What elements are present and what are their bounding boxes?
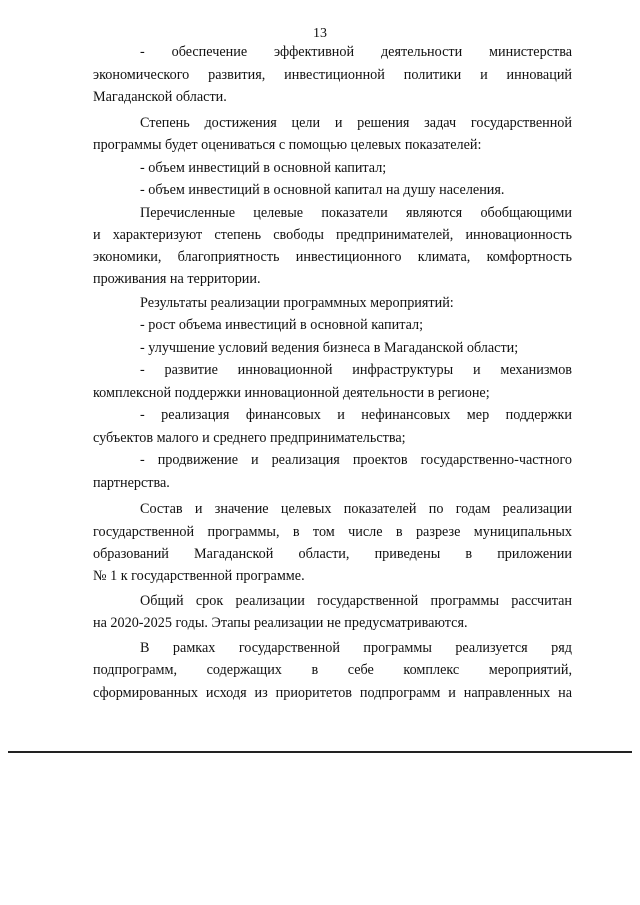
- text-line: - рост объема инвестиций в основной капитал;: [140, 317, 424, 333]
- text-line: - объем инвестиций в основной капитал;: [140, 160, 387, 176]
- text-line: экономического развития, инвестиционной политики и инноваций: [93, 67, 572, 83]
- text-line: Магаданской области.: [93, 89, 227, 105]
- text-line: государственной программы, в том числе в разрезе муниципальных: [93, 524, 572, 540]
- page-bottom-rule: [8, 751, 632, 753]
- page-number: 13: [313, 26, 327, 41]
- text-line: Степень достижения цели и решения задач государственной: [140, 115, 572, 131]
- text-line: № 1 к государственной программе.: [93, 568, 305, 584]
- text-line: - улучшение условий ведения бизнеса в Магаданской области;: [140, 340, 519, 356]
- text-line: подпрограмм, содержащих в себе комплекс мероприятий,: [93, 662, 572, 678]
- text-line: партнерства.: [93, 475, 170, 491]
- text-line: на 2020-2025 годы. Этапы реализации не предусматриваются.: [93, 615, 468, 631]
- text-line: Общий срок реализации государственной программы рассчитан: [140, 593, 572, 609]
- text-line: Результаты реализации программных мероприятий:: [140, 295, 454, 311]
- text-line: Состав и значение целевых показателей по годам реализации: [140, 501, 572, 517]
- text-line: проживания на территории.: [93, 271, 261, 287]
- text-line: программы будет оцениваться с помощью целевых показателей:: [93, 137, 482, 153]
- text-line: В рамках государственной программы реализуется ряд: [140, 640, 572, 656]
- text-line: - развитие инновационной инфраструктуры и механизмов: [140, 362, 572, 378]
- text-line: образований Магаданской области, приведены в приложении: [93, 546, 572, 562]
- text-line: - объем инвестиций в основной капитал на душу населения.: [140, 182, 505, 198]
- text-line: комплексной поддержки инновационной деятельности в регионе;: [93, 385, 490, 401]
- text-line: сформированных исходя из приоритетов подпрограмм и направленных на: [93, 685, 572, 701]
- text-line: - продвижение и реализация проектов государственно-частного: [140, 452, 572, 468]
- text-line: - реализация финансовых и нефинансовых мер поддержки: [140, 407, 572, 423]
- text-line: Перечисленные целевые показатели являются обобщающими: [140, 205, 572, 221]
- text-line: экономики, благоприятность инвестиционного климата, комфортность: [93, 249, 572, 265]
- text-line: субъектов малого и среднего предпринимательства;: [93, 430, 406, 446]
- text-line: - обеспечение эффективной деятельности министерства: [140, 44, 572, 60]
- text-line: и характеризуют степень свободы предпринимателей, инновационность: [93, 227, 572, 243]
